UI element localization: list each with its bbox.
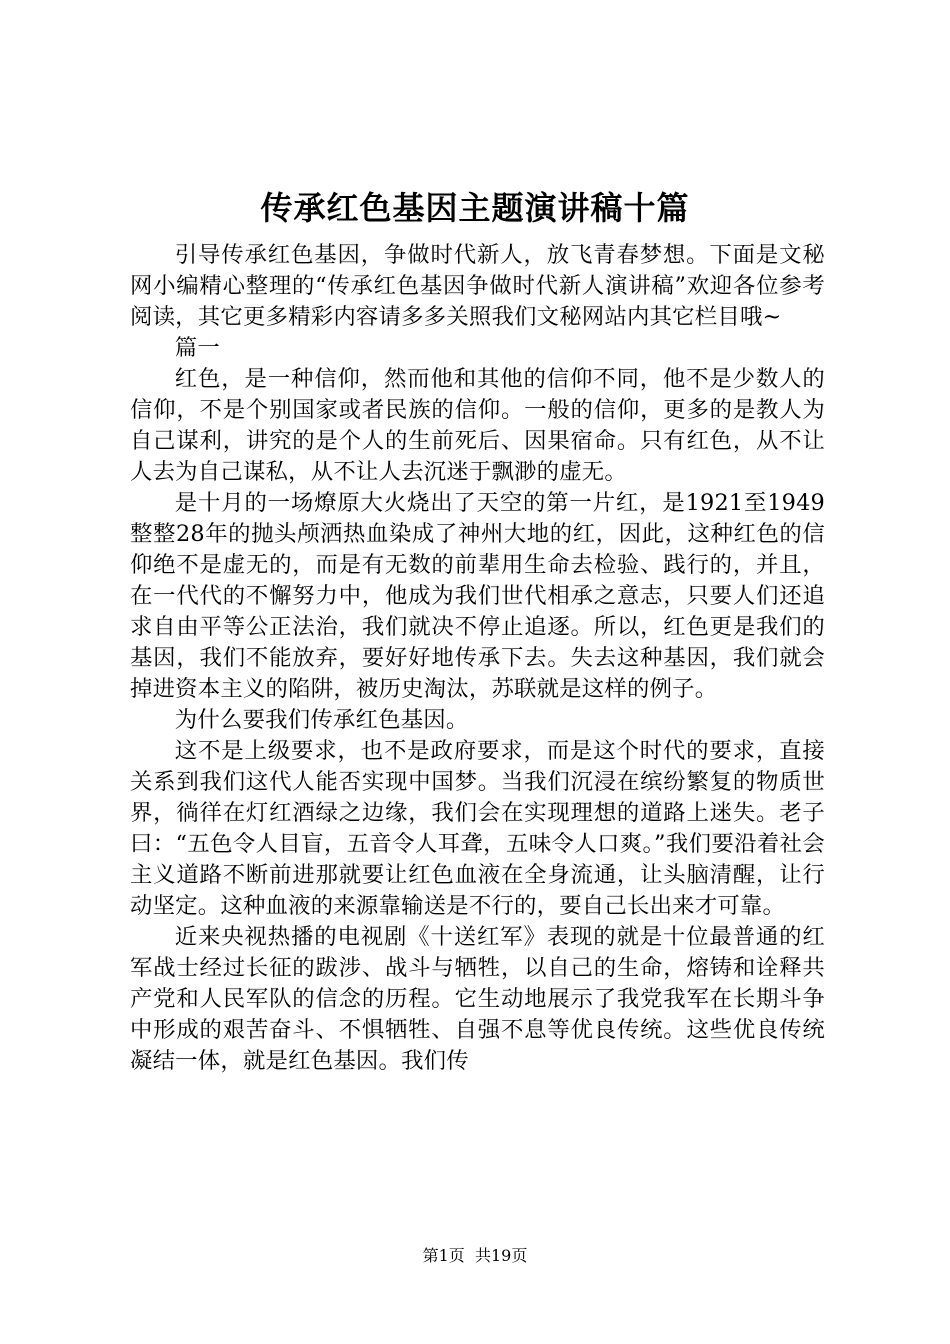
document-body bbox=[130, 240, 825, 1077]
page-total: 共19页 bbox=[474, 1246, 528, 1265]
page-number: 第1页 bbox=[422, 1246, 465, 1265]
section-heading: 篇一 bbox=[174, 335, 220, 361]
body-paragraph: 红色，是一种信仰，然而他和其他的信仰不同，他不是少数人的信仰，不是个别国家或者民族的信仰。一般的信仰，更多的是教人为自己谋利，讲究的是个人的生前死后、因果宿命。只有红色，从不让人去为自己谋私，从不让人去沉迷于飘渺的虚无。 bbox=[130, 366, 825, 485]
footer-separator bbox=[465, 1246, 475, 1265]
body-paragraph: 这不是上级要求，也不是政府要求，而是这个时代的要求，直接关系到我们这代人能否实现中国梦。当我们沉浸在缤纷繁复的物质世界，徜徉在灯红酒绿之边缘，我们会在实现理想的道路上迷失。老子曰：“五色令人目盲，五音令人耳聋，五味令人口爽。”我们要沿着社会主义道路不断前进那就要让红色血液在全身流通，让头脑清醒，让行动坚定。这种血液的来源靠输送是不行的，要自己长出来才可靠。 bbox=[130, 738, 825, 919]
body-paragraph: 为什么要我们传承红色基因。 bbox=[174, 707, 469, 733]
page-footer bbox=[0, 1244, 950, 1268]
document-title: 传承红色基因主题演讲稿十篇 bbox=[260, 189, 690, 227]
body-paragraph: 是十月的一场燎原大火烧出了天空的第一片红，是1921至1949整整28年的抛头颅洒热血染成了神州大地的红，因此，这种红色的信仰绝不是虚无的，而是有无数的前辈用生命去检验、践行的，并且，在一代代的不懈努力中，他成为我们世代相承之意志，只要人们还追求自由平等公正法治，我们就决不停止追逐。所以，红色更是我们的基因，我们不能放弃，要好好地传承下去。失去这种基因，我们就会掉进资本主义的陷阱，被历史淘汰，苏联就是这样的例子。 bbox=[130, 490, 825, 702]
intro-paragraph: 引导传承红色基因，争做时代新人，放飞青春梦想。下面是文秘网小编精心整理的“传承红色基因争做时代新人演讲稿”欢迎各位参考阅读，其它更多精彩内容请多多关照我们文秘网站内其它栏目哦~ bbox=[130, 242, 825, 330]
body-paragraph: 近来央视热播的电视剧《十送红军》表现的就是十位最普通的红军战士经过长征的跋涉、战斗与牺牲，以自己的生命，熔铸和诠释共产党和人民军队的信念的历程。它生动地展示了我党我军在长期斗争中形成的艰苦奋斗、不惧牺牲、自强不息等优良传统。这些优良传统凝结一体，就是红色基因。我们传 bbox=[130, 924, 825, 1074]
